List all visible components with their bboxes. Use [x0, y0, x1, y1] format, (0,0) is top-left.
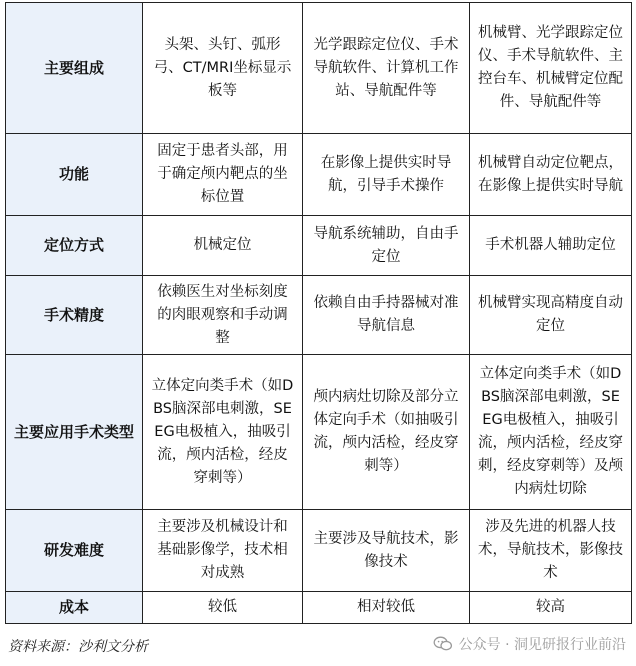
table-row: [6, 276, 632, 355]
table-cell: 立体定向类手术（如DBS脑深部电刺激，SEEG电极植入，抽吸引流，颅内活检，经皮穿刺，经皮穿刺等）及颅内病灶切除: [470, 355, 632, 510]
table-cell: 固定于患者头部，用于确定颅内靶点的坐标位置: [143, 134, 303, 216]
table-row: [6, 355, 632, 510]
table-cell: 导航系统辅助，自由手定位: [303, 216, 470, 276]
table-cell: 依赖自由手持器械对准导航信息: [303, 276, 470, 355]
wechat-icon: [433, 636, 453, 652]
table-row: [6, 134, 632, 216]
table-cell: 较低: [143, 592, 303, 624]
table-row: [6, 3, 632, 134]
table-cell: 立体定向类手术（如DBS脑深部电刺激，SEEG电极植入，抽吸引流，颅内活检，经皮穿刺等）: [143, 355, 303, 510]
table-cell: 在影像上提供实时导航，引导手术操作: [303, 134, 470, 216]
row-header: 研发难度: [6, 510, 143, 592]
table-cell: 机械臂自动定位靶点，在影像上提供实时导航: [470, 134, 632, 216]
row-header: 手术精度: [6, 276, 143, 355]
watermark: [433, 634, 626, 654]
table-cell: 机械臂、光学跟踪定位仪、手术导航软件、主控台车、机械臂定位配件、导航配件等: [470, 3, 632, 134]
comparison-table: [5, 2, 632, 624]
row-header: 主要组成: [6, 3, 143, 134]
table-cell: 光学跟踪定位仪、手术导航软件、计算机工作站、导航配件等: [303, 3, 470, 134]
table-cell: 相对较低: [303, 592, 470, 624]
table-cell: 颅内病灶切除及部分立体定向手术（如抽吸引流，颅内活检，经皮穿刺等）: [303, 355, 470, 510]
table-row: [6, 510, 632, 592]
table-cell: 机械定位: [143, 216, 303, 276]
table-row: [6, 216, 632, 276]
row-header: 成本: [6, 592, 143, 624]
table-cell: 涉及先进的机器人技术，导航技术，影像技术: [470, 510, 632, 592]
table-cell: 主要涉及导航技术，影像技术: [303, 510, 470, 592]
table-cell: 手术机器人辅助定位: [470, 216, 632, 276]
table-cell: 较高: [470, 592, 632, 624]
table-cell: 头架、头钉、弧形弓、CT/MRI坐标显示板等: [143, 3, 303, 134]
source-note: 资料来源：沙利文分析: [8, 639, 148, 655]
table-cell: 依赖医生对坐标刻度的肉眼观察和手动调整: [143, 276, 303, 355]
table-cell: 机械臂实现高精度自动定位: [470, 276, 632, 355]
row-header: 功能: [6, 134, 143, 216]
row-header: 定位方式: [6, 216, 143, 276]
table-cell: 主要涉及机械设计和基础影像学，技术相对成熟: [143, 510, 303, 592]
table-row: [6, 592, 632, 624]
watermark-text: 公众号 · 洞见研报行业前沿: [458, 637, 626, 653]
row-header: 主要应用手术类型: [6, 355, 143, 510]
